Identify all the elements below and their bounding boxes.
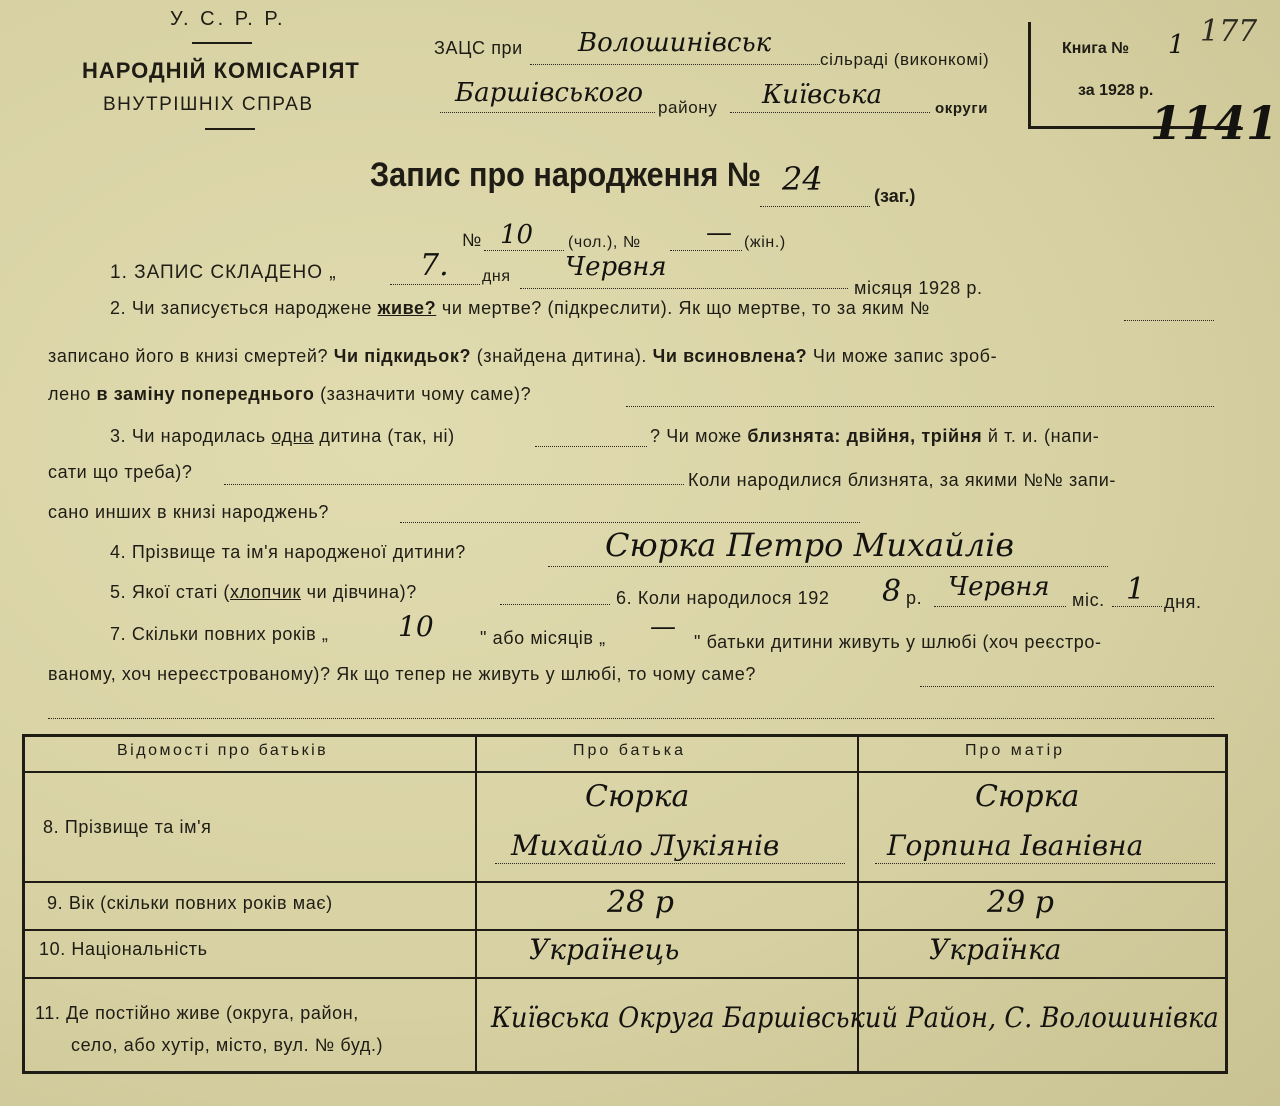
okruha-handwritten: Київська (762, 80, 883, 110)
okruha-dotline (730, 112, 930, 113)
raion-dotline (440, 112, 655, 113)
item2-alive: живе? (377, 298, 437, 318)
table-header-father: Про батька (573, 742, 686, 759)
parents-table (22, 734, 1228, 1074)
row10-father-nationality: Українець (529, 933, 680, 966)
row8-mother-surname: Сюрка (975, 779, 1080, 814)
village-handwritten: Волошинівськ (578, 28, 772, 58)
book-label: Книга № (1062, 40, 1130, 57)
item1-day-dotline (390, 284, 480, 285)
item6-month-handwritten: Червня (948, 572, 1050, 602)
item1-month-dotline (520, 288, 848, 289)
record-title: Запис про народження № (370, 156, 762, 194)
item3-dotline-3 (400, 522, 860, 523)
table-row-divider-3 (25, 977, 1225, 979)
okruhy-label: округи (935, 100, 989, 117)
male-number-handwritten: 10 (500, 220, 534, 250)
raionu-label: району (658, 98, 718, 117)
male-label: (чол.), № (568, 234, 641, 251)
item2-line3 (48, 384, 531, 405)
item5-text-b: чи дівчина)? (306, 582, 417, 602)
record-suffix: (заг.) (874, 186, 916, 206)
commissariat-line2: ВНУТРІШНІХ СПРАВ (103, 94, 314, 115)
item5-text-a: 5. Якої статі ( (110, 582, 230, 602)
table-row-divider-1 (25, 881, 1225, 883)
item7-line2: ваному, хоч нереєстрованому)? Як що тепер не живуть у шлюбі, то чому саме? (48, 664, 756, 684)
item2-adopted: Чи всиновлена? (652, 346, 808, 366)
book-year: за 1928 р. (1078, 82, 1154, 99)
item3-twins: близнята: двійня, трійня (747, 426, 983, 446)
item7-dotline-2 (48, 718, 1214, 719)
item6-dnia: дня. (1164, 592, 1202, 612)
row8-label: 8. Прізвище та ім'я (43, 817, 212, 837)
table-header-mother: Про матір (965, 742, 1066, 759)
table-col-divider-1 (475, 737, 477, 1071)
book-number-handwritten: 1 (1168, 30, 1185, 60)
row9-mother-age: 29 р (987, 885, 1054, 920)
item3-text-d: й т. и. (напи- (987, 426, 1100, 446)
row8-mother-dotline (875, 863, 1215, 864)
row11-label-1: 11. Де постійно живе (округа, район, (35, 1003, 359, 1023)
item6-mis: міс. (1072, 590, 1105, 610)
item3-line1-right (650, 426, 1099, 447)
record-number-handwritten: 24 (782, 160, 823, 198)
item2-text-b: чи мертве? (підкреслити). Як що мертве, то за яким № (441, 298, 930, 318)
item6-month-dotline (934, 606, 1066, 607)
item1-label: 1. ЗАПИС СКЛАДЕНО „ (110, 262, 337, 283)
table-row-divider-2 (25, 929, 1225, 931)
item7-text-c: " батьки дитини живуть у шлюбі (хоч реєстро- (694, 632, 1102, 652)
item2-line1 (110, 298, 930, 319)
item2-text-e: Чи може запис зроб- (812, 346, 998, 366)
item2-text-g: (зазначити чому саме)? (320, 384, 532, 404)
item2-text-a: 2. Чи записується народжене (110, 298, 372, 318)
item7-label: 7. Скільки повних років „ (110, 624, 329, 644)
raion-handwritten: Баршівського (455, 78, 644, 108)
corner-note-handwritten: 177 (1200, 14, 1258, 49)
item2-text-f: лено (48, 384, 91, 404)
row8-father-name: Михайло Лукіянів (511, 829, 780, 862)
item6-year-handwritten: 8 (882, 574, 902, 609)
item6-label: 6. Коли народилося 192 (616, 588, 830, 608)
item2-dotline-2 (626, 406, 1214, 407)
female-label: (жін.) (744, 234, 786, 251)
item7-dotline-1 (920, 686, 1214, 687)
item3-dotline-1 (535, 446, 647, 447)
corner-mark-handwritten: 1141 (1150, 96, 1279, 150)
item6-r: р. (906, 588, 923, 608)
male-dotline (484, 250, 564, 251)
item7-months-handwritten: — (650, 612, 676, 642)
item4-label: 4. Прізвище та ім'я народженої дитини? (110, 542, 466, 562)
female-dotline (670, 250, 742, 251)
item7-text-b: " або місяців „ (480, 628, 606, 648)
number-label: № (462, 230, 482, 250)
table-header-divider (25, 771, 1225, 773)
row9-father-age: 28 р (607, 885, 674, 920)
row8-mother-name: Горпина Іванівна (887, 829, 1144, 862)
item2-dotline-1 (1124, 320, 1214, 321)
row8-father-dotline (495, 863, 845, 864)
record-number-dotline (760, 206, 870, 207)
row10-mother-nationality: Українка (929, 933, 1062, 966)
item3-text-b: дитина (так, ні) (319, 426, 455, 446)
commissariat-line1: НАРОДНІЙ КОМІСАРІЯТ (82, 58, 360, 83)
republic-label: У. С. Р. Р. (170, 8, 286, 30)
item5-line (110, 582, 417, 603)
item1-month-handwritten: Червня (565, 252, 667, 282)
item4-child-name-handwritten: Сюрка Петро Михайлів (605, 526, 1014, 564)
item3-text-c: ? Чи може (650, 426, 742, 446)
item3-dotline-2 (224, 484, 684, 485)
item1-tail: місяця 1928 р. (854, 278, 983, 298)
village-dotline (530, 64, 820, 65)
item2-replace: в заміну попереднього (96, 384, 315, 404)
item5-dotline (500, 604, 610, 605)
header-rule (192, 42, 252, 44)
item3-line1 (110, 426, 455, 447)
row10-label: 10. Національність (39, 939, 208, 959)
table-header-info: Відомості про батьків (117, 742, 329, 759)
item3-line3: сано инших в книзі народжень? (48, 502, 330, 522)
item2-text-c: записано його в книзі смертей? (48, 346, 329, 366)
item1-day-label: дня (482, 268, 511, 285)
item3-text-a: 3. Чи народилась (110, 426, 266, 446)
item2-text-d: (знайдена дитина). (476, 346, 648, 366)
item7-years-handwritten: 10 (398, 610, 434, 643)
item5-boy: хлопчик (230, 582, 301, 602)
item1-day-handwritten: 7. (420, 248, 449, 283)
item4-dotline (548, 566, 1108, 567)
item3-line2b: Коли народилися близнята, за якими №№ запи- (688, 470, 1117, 490)
silradi-label: сільраді (виконкомі) (820, 50, 990, 69)
item3-one: одна (271, 426, 314, 446)
item2-foundling: Чи підкидьок? (333, 346, 472, 366)
female-number-handwritten: — (706, 218, 732, 248)
row9-label: 9. Вік (скільки повних років має) (47, 893, 333, 913)
item3-line2a: сати що треба)? (48, 462, 193, 482)
row11-residence: Київська Округа Баршівський Район, С. Волошинівка (491, 1001, 1219, 1034)
row8-father-surname: Сюрка (585, 779, 690, 814)
item6-day-handwritten: 1 (1126, 572, 1146, 607)
item2-line2 (48, 346, 997, 367)
item6-day-dotline (1112, 606, 1162, 607)
header-rule-2 (205, 128, 255, 130)
row11-label-2: село, або хутір, місто, вул. № буд.) (71, 1035, 384, 1055)
zags-label: ЗАЦС при (434, 38, 523, 58)
